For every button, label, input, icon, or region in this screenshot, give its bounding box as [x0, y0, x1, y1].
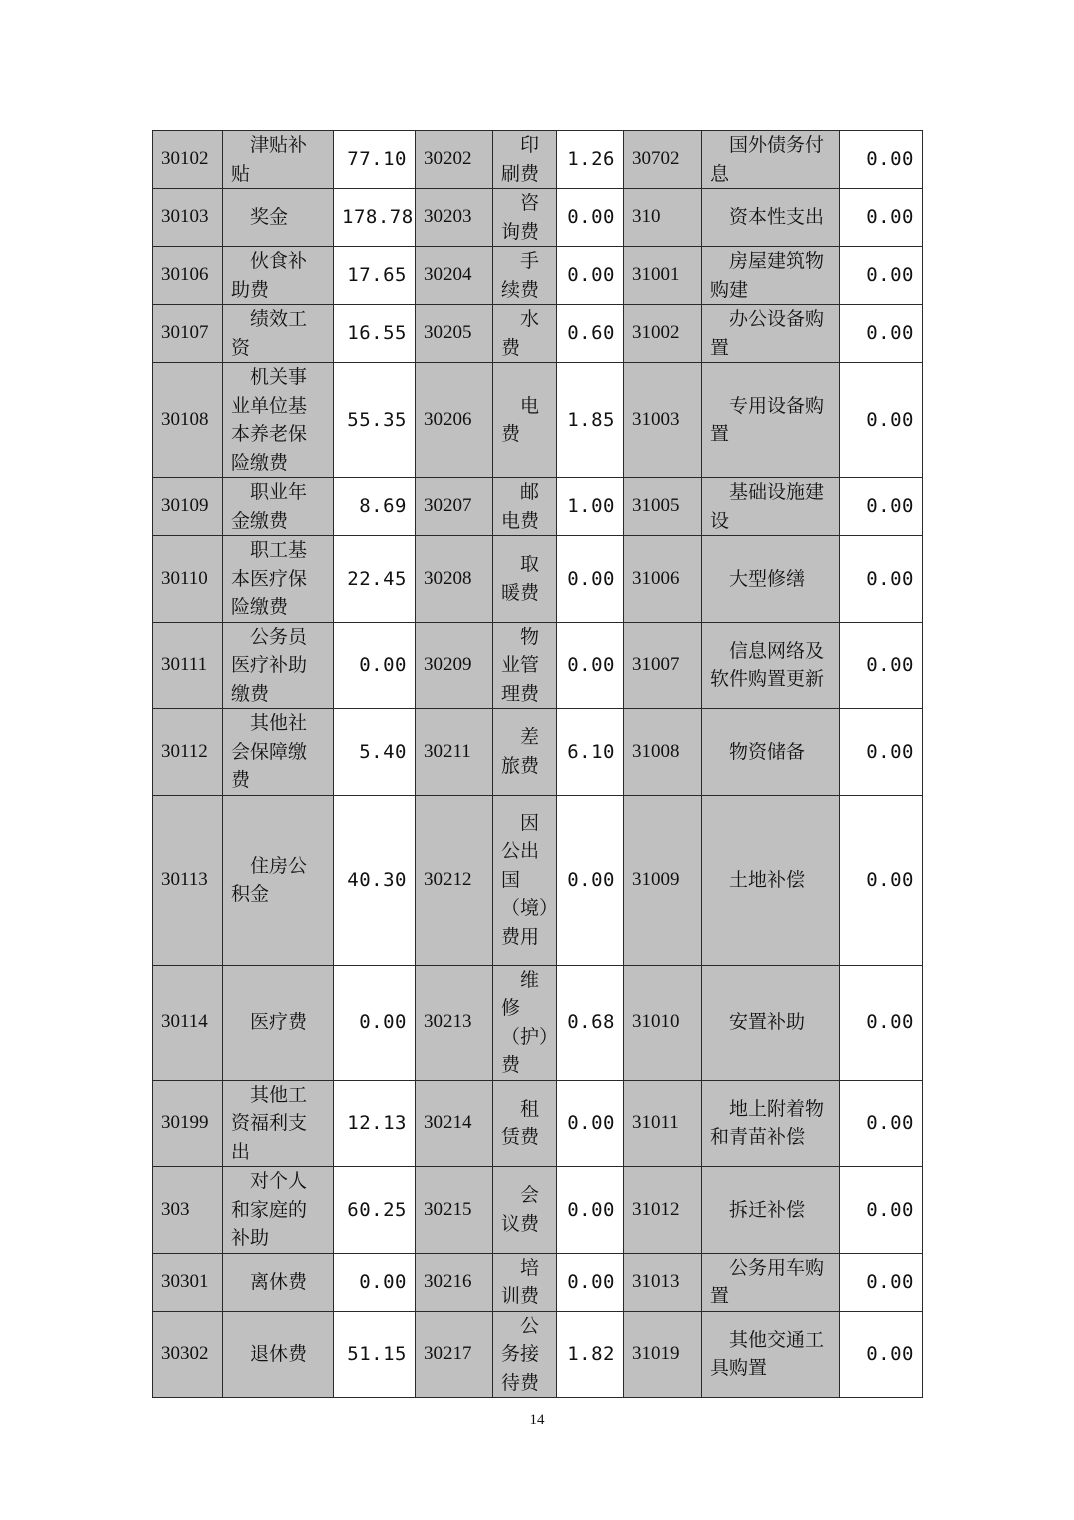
amount-cell: 0.00 — [557, 795, 624, 965]
amount-cell: 1.26 — [557, 131, 624, 189]
item-name-cell: 伙食补助费 — [223, 247, 334, 305]
amount-cell: 0.00 — [334, 965, 416, 1080]
amount-cell: 0.00 — [840, 478, 923, 536]
code-cell: 31002 — [624, 305, 702, 363]
item-name-cell: 基础设施建设 — [702, 478, 840, 536]
table-row — [153, 965, 923, 1080]
code-cell: 31001 — [624, 247, 702, 305]
table-row — [153, 536, 923, 623]
code-cell: 30110 — [153, 536, 223, 623]
page-number: 14 — [529, 1412, 545, 1428]
amount-cell: 0.68 — [557, 965, 624, 1080]
item-name-cell: 手续费 — [493, 247, 557, 305]
item-name-cell: 办公设备购置 — [702, 305, 840, 363]
amount-cell: 1.82 — [557, 1311, 624, 1398]
amount-cell: 0.00 — [840, 536, 923, 623]
amount-cell: 0.00 — [840, 795, 923, 965]
table-row — [153, 709, 923, 796]
amount-cell: 0.00 — [840, 305, 923, 363]
amount-cell: 1.00 — [557, 478, 624, 536]
item-name-cell: 其他社会保障缴费 — [223, 709, 334, 796]
table-row — [153, 622, 923, 709]
item-name-cell: 机关事业单位基本养老保险缴费 — [223, 363, 334, 478]
amount-cell: 0.00 — [840, 709, 923, 796]
code-cell: 30204 — [416, 247, 493, 305]
amount-cell: 51.15 — [334, 1311, 416, 1398]
item-name-cell: 咨询费 — [493, 189, 557, 247]
item-name-cell: 培训费 — [493, 1253, 557, 1311]
code-cell: 30208 — [416, 536, 493, 623]
amount-cell: 17.65 — [334, 247, 416, 305]
code-cell: 30203 — [416, 189, 493, 247]
item-name-cell: 离休费 — [223, 1253, 334, 1311]
item-name-cell: 邮电费 — [493, 478, 557, 536]
amount-cell: 12.13 — [334, 1080, 416, 1167]
code-cell: 31019 — [624, 1311, 702, 1398]
item-name-cell: 国外债务付息 — [702, 131, 840, 189]
item-name-cell: 其他工资福利支出 — [223, 1080, 334, 1167]
item-name-cell: 印刷费 — [493, 131, 557, 189]
code-cell: 30206 — [416, 363, 493, 478]
amount-cell: 0.00 — [840, 247, 923, 305]
code-cell: 31011 — [624, 1080, 702, 1167]
table-row — [153, 305, 923, 363]
code-cell: 30211 — [416, 709, 493, 796]
item-name-cell: 会议费 — [493, 1167, 557, 1254]
code-cell: 30112 — [153, 709, 223, 796]
code-cell: 30108 — [153, 363, 223, 478]
code-cell: 30111 — [153, 622, 223, 709]
item-name-cell: 公务员医疗补助缴费 — [223, 622, 334, 709]
item-name-cell: 因公出国（境）费用 — [493, 795, 557, 965]
code-cell: 31008 — [624, 709, 702, 796]
code-cell: 30102 — [153, 131, 223, 189]
table-row — [153, 1253, 923, 1311]
table-row — [153, 1167, 923, 1254]
amount-cell: 77.10 — [334, 131, 416, 189]
amount-cell: 6.10 — [557, 709, 624, 796]
code-cell: 30207 — [416, 478, 493, 536]
code-cell: 31006 — [624, 536, 702, 623]
amount-cell: 16.55 — [334, 305, 416, 363]
amount-cell: 0.00 — [557, 622, 624, 709]
code-cell: 30702 — [624, 131, 702, 189]
table-row — [153, 795, 923, 965]
code-cell: 30199 — [153, 1080, 223, 1167]
amount-cell: 0.00 — [557, 247, 624, 305]
amount-cell: 0.00 — [557, 1080, 624, 1167]
code-cell: 30106 — [153, 247, 223, 305]
item-name-cell: 公务接待费 — [493, 1311, 557, 1398]
amount-cell: 8.69 — [334, 478, 416, 536]
amount-cell: 0.00 — [334, 622, 416, 709]
code-cell: 31003 — [624, 363, 702, 478]
budget-table-container — [152, 130, 922, 1398]
table-row — [153, 131, 923, 189]
item-name-cell: 差旅费 — [493, 709, 557, 796]
amount-cell: 0.00 — [840, 965, 923, 1080]
code-cell: 30205 — [416, 305, 493, 363]
code-cell: 30301 — [153, 1253, 223, 1311]
item-name-cell: 水费 — [493, 305, 557, 363]
item-name-cell: 职业年金缴费 — [223, 478, 334, 536]
amount-cell: 22.45 — [334, 536, 416, 623]
item-name-cell: 土地补偿 — [702, 795, 840, 965]
amount-cell: 0.00 — [557, 1253, 624, 1311]
code-cell: 30212 — [416, 795, 493, 965]
item-name-cell: 退休费 — [223, 1311, 334, 1398]
code-cell: 30214 — [416, 1080, 493, 1167]
amount-cell: 0.00 — [840, 1080, 923, 1167]
code-cell: 30216 — [416, 1253, 493, 1311]
amount-cell: 5.40 — [334, 709, 416, 796]
code-cell: 31012 — [624, 1167, 702, 1254]
amount-cell: 0.00 — [557, 189, 624, 247]
code-cell: 310 — [624, 189, 702, 247]
code-cell: 31009 — [624, 795, 702, 965]
item-name-cell: 专用设备购置 — [702, 363, 840, 478]
code-cell: 30217 — [416, 1311, 493, 1398]
code-cell: 30302 — [153, 1311, 223, 1398]
amount-cell: 0.00 — [840, 1167, 923, 1254]
code-cell: 30209 — [416, 622, 493, 709]
item-name-cell: 取暖费 — [493, 536, 557, 623]
code-cell: 31010 — [624, 965, 702, 1080]
item-name-cell: 房屋建筑物购建 — [702, 247, 840, 305]
item-name-cell: 医疗费 — [223, 965, 334, 1080]
item-name-cell: 对个人和家庭的补助 — [223, 1167, 334, 1254]
amount-cell: 0.00 — [840, 363, 923, 478]
item-name-cell: 大型修缮 — [702, 536, 840, 623]
item-name-cell: 津贴补贴 — [223, 131, 334, 189]
item-name-cell: 住房公积金 — [223, 795, 334, 965]
amount-cell: 40.30 — [334, 795, 416, 965]
amount-cell: 0.00 — [840, 622, 923, 709]
code-cell: 31013 — [624, 1253, 702, 1311]
item-name-cell: 职工基本医疗保险缴费 — [223, 536, 334, 623]
code-cell: 30213 — [416, 965, 493, 1080]
item-name-cell: 信息网络及软件购置更新 — [702, 622, 840, 709]
amount-cell: 0.00 — [557, 1167, 624, 1254]
item-name-cell: 绩效工资 — [223, 305, 334, 363]
table-row — [153, 478, 923, 536]
amount-cell: 0.00 — [840, 131, 923, 189]
code-cell: 30114 — [153, 965, 223, 1080]
budget-table-body — [153, 131, 923, 1398]
code-cell: 30215 — [416, 1167, 493, 1254]
table-row — [153, 247, 923, 305]
amount-cell: 0.00 — [557, 536, 624, 623]
code-cell: 30107 — [153, 305, 223, 363]
table-row — [153, 363, 923, 478]
item-name-cell: 租赁费 — [493, 1080, 557, 1167]
amount-cell: 0.00 — [334, 1253, 416, 1311]
code-cell: 30109 — [153, 478, 223, 536]
item-name-cell: 维修（护）费 — [493, 965, 557, 1080]
amount-cell: 55.35 — [334, 363, 416, 478]
code-cell: 30113 — [153, 795, 223, 965]
item-name-cell: 安置补助 — [702, 965, 840, 1080]
amount-cell: 1.85 — [557, 363, 624, 478]
amount-cell: 0.00 — [840, 1253, 923, 1311]
code-cell: 30103 — [153, 189, 223, 247]
amount-cell: 178.78 — [334, 189, 416, 247]
item-name-cell: 物资储备 — [702, 709, 840, 796]
item-name-cell: 拆迁补偿 — [702, 1167, 840, 1254]
amount-cell: 0.60 — [557, 305, 624, 363]
amount-cell: 0.00 — [840, 189, 923, 247]
code-cell: 30202 — [416, 131, 493, 189]
item-name-cell: 地上附着物和青苗补偿 — [702, 1080, 840, 1167]
table-row — [153, 189, 923, 247]
item-name-cell: 奖金 — [223, 189, 334, 247]
item-name-cell: 资本性支出 — [702, 189, 840, 247]
item-name-cell: 其他交通工具购置 — [702, 1311, 840, 1398]
table-row — [153, 1080, 923, 1167]
item-name-cell: 公务用车购置 — [702, 1253, 840, 1311]
code-cell: 31007 — [624, 622, 702, 709]
amount-cell: 60.25 — [334, 1167, 416, 1254]
table-row — [153, 1311, 923, 1398]
code-cell: 303 — [153, 1167, 223, 1254]
budget-table — [152, 130, 923, 1398]
amount-cell: 0.00 — [840, 1311, 923, 1398]
item-name-cell: 物业管理费 — [493, 622, 557, 709]
code-cell: 31005 — [624, 478, 702, 536]
item-name-cell: 电费 — [493, 363, 557, 478]
